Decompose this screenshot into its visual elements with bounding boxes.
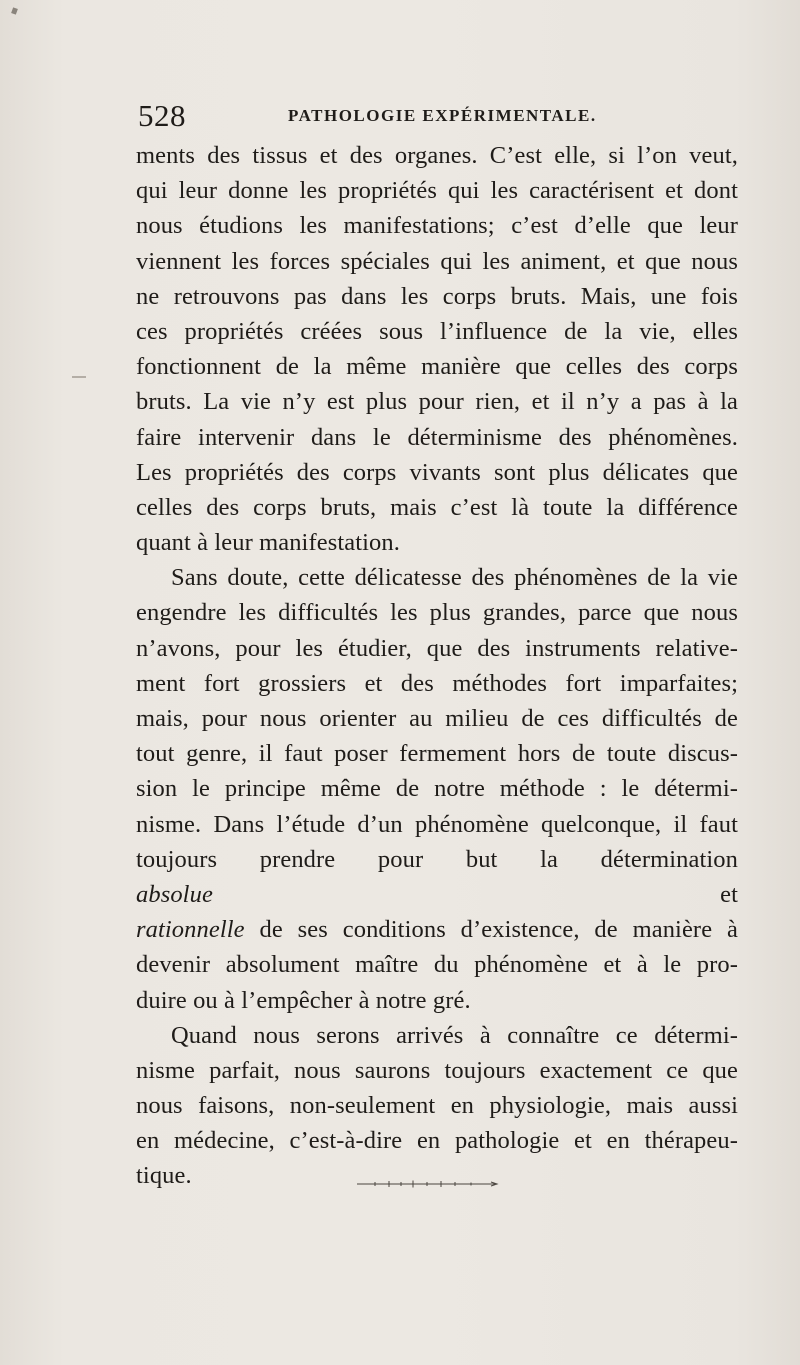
paragraph-end-line: quant à leur manifestation. — [136, 529, 400, 557]
text-line: Les propriétés des corps vivants sont plus délicates que — [136, 458, 738, 486]
text-line: engendre les difficultés les plus grandes, parce que nous — [136, 599, 738, 627]
paragraph-end-line: duire ou à l’empêcher à notre gré. — [136, 986, 471, 1014]
text-line: viennent les forces spéciales qui les animent, et que nous — [136, 247, 738, 275]
text-line: n’avons, pour les étudier, que des instruments relative- — [136, 634, 738, 662]
text-line-with-emphasis — [136, 877, 738, 912]
text-line: nous faisons, non-seulement en physiologie, mais aussi — [136, 1092, 738, 1120]
text-line: ne retrouvons pas dans les corps bruts. Mais, une fois — [136, 282, 738, 310]
text-line: sion le principe même de notre méthode : le détermi- — [136, 775, 738, 803]
emphasis-absolue: absolue — [136, 880, 213, 908]
text-line: fonctionnent de la même manière que celles des corps — [136, 353, 738, 381]
text-line: faire intervenir dans le déterminisme des phénomènes. — [136, 423, 738, 451]
page-number: 528 — [138, 98, 186, 133]
paragraph-end-line: tique. — [136, 1162, 192, 1190]
text-line: nous étudions les manifestations; c’est d’elle que leur — [136, 212, 738, 240]
running-head — [138, 96, 738, 136]
emphasis-rationnelle: rationnelle — [136, 916, 245, 944]
decorative-rule-icon — [355, 1179, 500, 1189]
text-line: celles des corps bruts, mais c’est là toute la différence — [136, 493, 738, 521]
paragraph-start-line: Quand nous serons arrivés à connaître ce détermi- — [171, 1021, 738, 1049]
text-line: toujours prendre pour but la détermination — [136, 845, 738, 873]
paragraph-start-line: Sans doute, cette délicatesse des phénomènes de la vie — [171, 564, 738, 592]
text-line: qui leur donne les propriétés qui les caractérisent et dont — [136, 177, 738, 205]
body-text — [136, 138, 738, 1194]
text-line-with-emphasis — [136, 912, 738, 947]
text-line: ments des tissus et des organes. C’est elle, si l’on veut, — [136, 142, 738, 169]
scan-margin-mark — [72, 376, 86, 378]
text-line: mais, pour nous orienter au milieu de ces difficultés de — [136, 705, 738, 732]
text-line: ment fort grossiers et des méthodes fort imparfaites; — [136, 669, 738, 697]
text-line: ces propriétés créées sous l’influence de la vie, elles — [136, 317, 738, 345]
scan-corner-mark — [11, 7, 18, 14]
text-line: nisme parfait, nous saurons toujours exactement ce que — [136, 1056, 738, 1084]
text-line: en médecine, c’est-à-dire en pathologie et en thérapeu- — [136, 1127, 738, 1155]
text-line: nisme. Dans l’étude d’un phénomène quelconque, il faut — [136, 810, 738, 838]
text-line: devenir absolument maître du phénomène et à le pro- — [136, 951, 738, 979]
text-line-rest: de ses conditions d’existence, de manière à — [259, 916, 738, 944]
running-title: PATHOLOGIE EXPÉRIMENTALE. — [288, 106, 597, 125]
conjunction-et: et — [720, 880, 738, 908]
text-line: bruts. La vie n’y est plus pour rien, et il n’y a pas à la — [136, 388, 738, 416]
text-line: tout genre, il faut poser fermement hors de toute discus- — [136, 740, 738, 768]
